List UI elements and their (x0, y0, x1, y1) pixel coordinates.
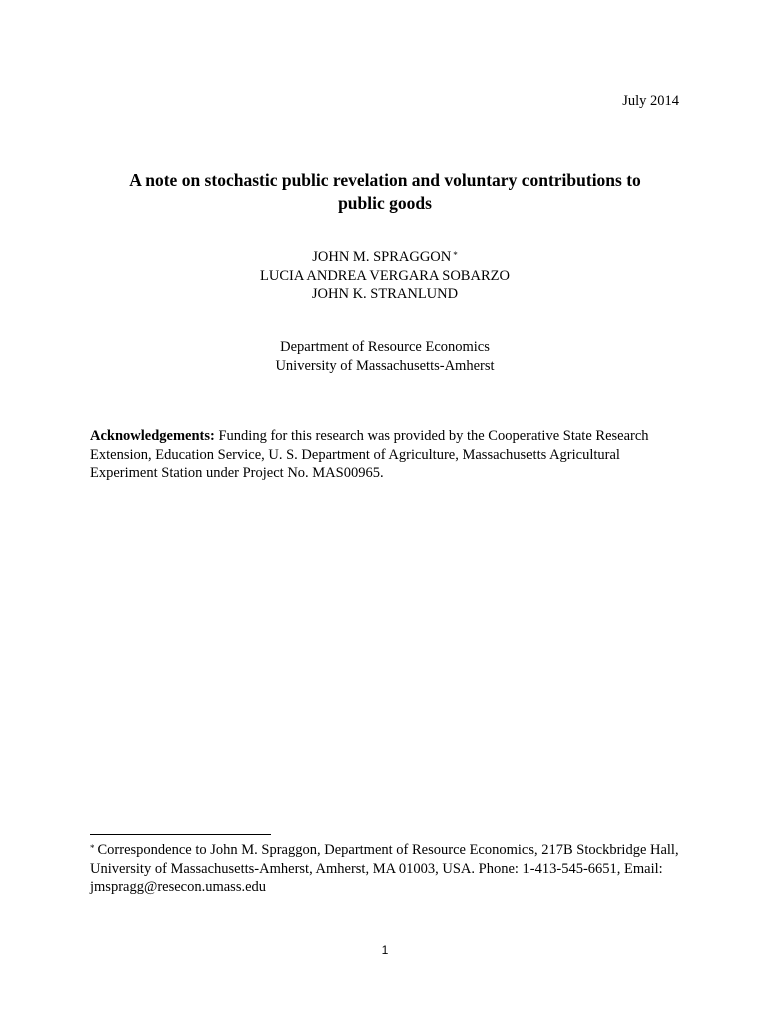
department: Department of Resource Economics (280, 339, 490, 355)
author-2 (90, 267, 680, 286)
title-line-1: A note on stochastic public revelation and voluntary contributions to (129, 170, 641, 190)
footnote-text: Correspondence to John M. Spraggon, Department of Resource Economics, 217B Stockbridge Hall, University of Massachusetts-Amherst, Amherst, MA 01003, USA. Phone: 1-413-545-6651, Email: jmspragg@resecon.umass.edu (90, 842, 679, 895)
acknowledgements-label: Acknowledgements: (90, 428, 215, 444)
title-line-2: public goods (338, 193, 432, 213)
author-3 (90, 285, 680, 304)
author-1 (90, 248, 680, 267)
author-name: JOHN M. SPRAGGON (312, 249, 452, 265)
acknowledgements (90, 427, 682, 483)
paper-title (90, 169, 680, 215)
university: University of Massachusetts-Amherst (275, 357, 495, 374)
acknowledgements-text: Funding for this research was provided by the Cooperative State Research Extension, Education Service, U. S. Department of Agriculture, Massachusetts Agricultural Experiment Station under Project No. MAS00965. (90, 428, 649, 481)
footnote-divider (90, 834, 271, 835)
page-number: 1 (381, 943, 389, 957)
footnote-marker: * (90, 843, 95, 853)
author-list (90, 248, 680, 304)
affiliation (90, 338, 680, 375)
footnote-marker: * (453, 250, 458, 260)
author-name: LUCIA ANDREA VERGARA SOBARZO (260, 267, 510, 284)
footnote (90, 841, 684, 897)
date: July 2014 (622, 93, 679, 109)
author-name: JOHN K. STRANLUND (311, 286, 459, 302)
